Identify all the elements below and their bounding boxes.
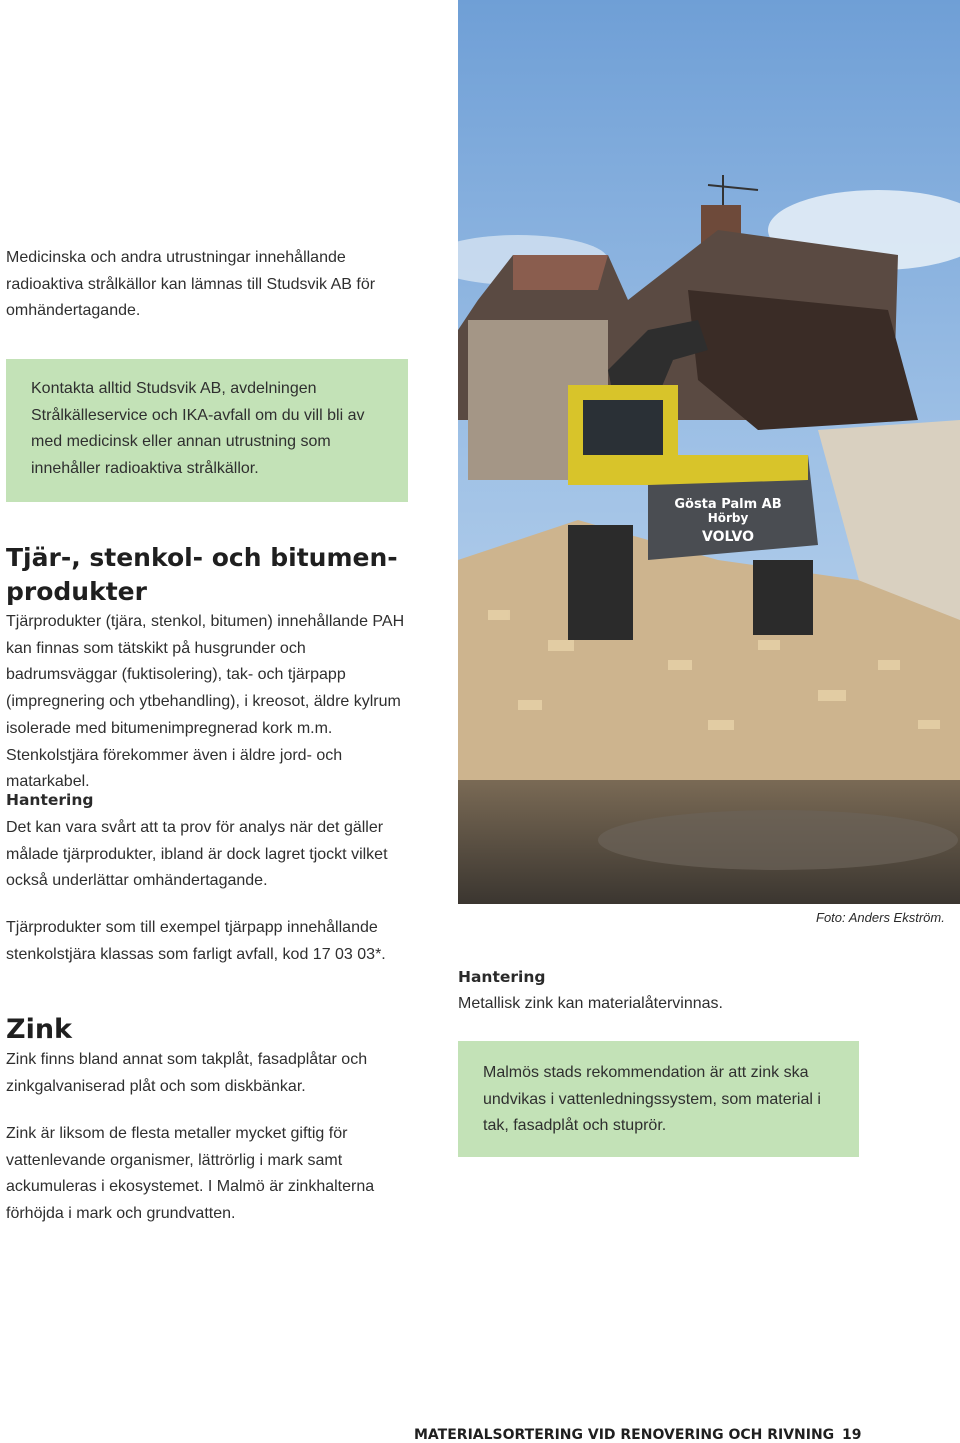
excavator-plate-line2: Hörby [707,511,749,525]
tjar-paragraph: Tjärprodukter (tjära, stenkol, bitumen) innehållande PAH kan finnas som tätskikt på husgrunder och badrumsväggar (fuktisolering), tak- och tjärpapp (impregnering och ytbehandling), i kreosot, äldre kylrum isolerade med bitumenimpregnerad kork m.m. Stenkolstjära förekommer även i äldre jord- och matarkabel. [6,613,405,791]
section-title-tjar [6,541,426,609]
excavator-brand: VOLVO [702,529,754,545]
info-box-malmo [458,1041,859,1157]
excavator-plate-line1: Gösta Palm AB [674,497,782,512]
tjar-hantering-heading: Hantering [6,791,94,809]
info-box-malmo-text: Malmös stads rekommendation är att zink ska undvikas i vattenledningssystem, som material i tak, fasadplåt och stuprör. [483,1064,821,1135]
section-title-line1: Tjär-, stenkol- och bitumen- [6,543,398,572]
page-number: 19 [842,1427,862,1443]
photo-credit: Foto: Anders Ekström. [816,910,945,925]
tjar-classification: Tjärprodukter som till exempel tjärpapp innehållande stenkolstjära klassas som farligt avfall, kod 17 03 03*. [6,919,386,963]
zink-paragraph-1: Zink finns bland annat som takplåt, fasadplåtar och zinkgalvaniserad plåt och som diskbänkar. [6,1051,368,1095]
footer-title: MATERIALSORTERING VID RENOVERING OCH RIVNING [414,1427,835,1443]
tjar-hantering-text: Det kan vara svårt att ta prov för analys när det gäller målade tjärprodukter, ibland är dock lagret tjockt vilket också underlättar omhändertagande. [6,819,388,890]
zink-hantering-text: Metallisk zink kan materialåtervinnas. [458,995,723,1012]
zink-hantering-heading: Hantering [458,968,546,986]
section-title-line2: produkter [6,577,147,606]
demolition-photo [458,0,960,904]
section-title-zink: Zink [6,1014,73,1045]
zink-paragraph-2: Zink är liksom de flesta metaller mycket giftig för vattenlevande organismer, lättrörlig i mark samt ackumuleras i ekosystemet. I Malmö är zinkhalterna förhöjda i mark och grundvatten. [6,1125,375,1223]
info-box-text: Kontakta alltid Studsvik AB, avdelningen Strålkälleservice och IKA-avfall om du vill bli av med medicinsk eller annan utrustning som innehåller radioaktiva strålkällor. [31,380,365,478]
info-box-studsvik [6,359,408,502]
intro-paragraph: Medicinska och andra utrustningar innehållande radioaktiva strålkällor kan lämnas till Studsvik AB för omhändertagande. [6,249,376,320]
